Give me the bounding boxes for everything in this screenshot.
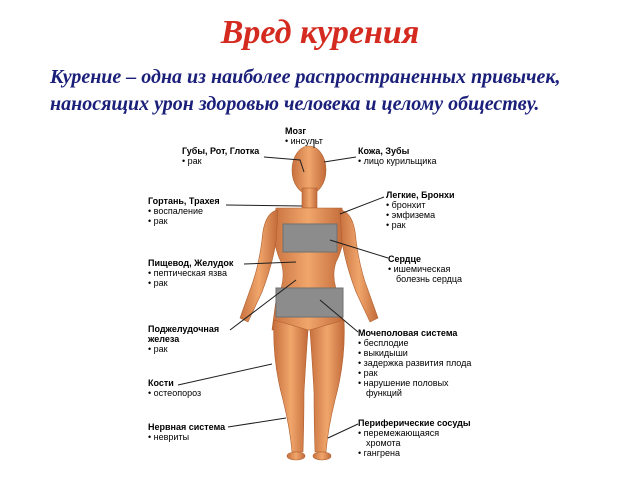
page-title: Вред курения (220, 14, 420, 51)
left-arm (240, 210, 278, 322)
label-esophagus-item: • рак (148, 278, 233, 288)
line-perif (328, 424, 358, 438)
line-legkie (340, 197, 384, 214)
label-skin-item: • лицо курильщика (358, 156, 436, 166)
label-esophagus-item: • пептическая язва (148, 268, 233, 278)
label-peripheral-item: • перемежающаяся (358, 428, 471, 438)
label-urogenital-item: • задержка развития плода (358, 358, 471, 368)
label-urogenital-item: • выкидыши (358, 348, 471, 358)
label-esophagus-heading: Пищевод, Желудок (148, 258, 234, 268)
label-urogenital-system (358, 328, 471, 398)
label-brain (285, 126, 323, 146)
label-urogenital-item: • бесплодие (358, 338, 471, 348)
label-heart (388, 254, 462, 284)
label-skin-teeth (358, 146, 436, 166)
label-urogenital-item: • рак (358, 368, 471, 378)
left-leg (274, 320, 308, 452)
label-nervous-heading: Нервная система (148, 422, 226, 432)
label-pancreas (148, 324, 219, 354)
label-lungs-item: • бронхит (386, 200, 455, 210)
label-urogenital-item: функций (366, 388, 402, 398)
label-lips-heading: Губы, Рот, Глотка (182, 146, 260, 156)
label-brain-heading: Мозг (285, 126, 307, 136)
label-bones-item: • остеопороз (148, 388, 201, 398)
label-peripheral-item: • гангрена (358, 448, 471, 458)
right-arm (340, 210, 378, 322)
label-skin-heading: Кожа, Зубы (358, 146, 410, 156)
label-lungs-heading: Легкие, Бронхи (386, 190, 455, 200)
label-lungs-item: • эмфизема (386, 210, 455, 220)
head (292, 146, 326, 194)
line-gortan (226, 205, 302, 206)
label-larynx-heading: Гортань, Трахея (148, 196, 220, 206)
neck (302, 188, 317, 208)
left-foot (287, 452, 305, 460)
label-larynx-trachea (148, 196, 220, 226)
label-heart-heading: Сердце (388, 254, 422, 264)
label-lips-mouth-throat (182, 146, 259, 166)
label-peripheral-vessels (358, 418, 471, 458)
subtitle-line-2: наносящих урон здоровью человека и целому обществу. (50, 93, 540, 115)
label-pancreas-heading-1: Поджелудочная (148, 324, 220, 334)
label-esophagus-stomach (148, 258, 233, 288)
label-heart-item: • ишемическая (388, 264, 462, 274)
label-bones (148, 378, 201, 398)
label-lips-item: • рак (182, 156, 259, 166)
line-kozha (324, 157, 356, 162)
label-lungs-item: • рак (386, 220, 455, 230)
subtitle-line-1: Курение – одна из наиболее распространенных привычек, (50, 66, 561, 88)
label-larynx-item: • рак (148, 216, 220, 226)
line-nervn (228, 418, 286, 427)
right-foot (313, 452, 331, 460)
label-pancreas-heading-2: железа (148, 334, 180, 344)
label-peripheral-heading: Периферические сосуды (358, 418, 471, 428)
label-nervous-system (148, 422, 225, 442)
label-peripheral-item: хромота (366, 438, 401, 448)
label-urogenital-item: • нарушение половых (358, 378, 471, 388)
label-nervous-item: • невриты (148, 432, 225, 442)
groin-censor-bar (276, 288, 343, 317)
label-pancreas-item: • рак (148, 344, 219, 354)
label-urogenital-heading: Мочеполовая система (358, 328, 458, 338)
label-lungs-bronchi (386, 190, 455, 230)
label-bones-heading: Кости (148, 378, 174, 388)
label-brain-item: • инсульт (285, 136, 323, 146)
chest-censor-bar (283, 224, 337, 252)
label-larynx-item: • воспаление (148, 206, 220, 216)
right-leg (310, 320, 344, 452)
label-heart-item: болезнь сердца (396, 274, 463, 284)
